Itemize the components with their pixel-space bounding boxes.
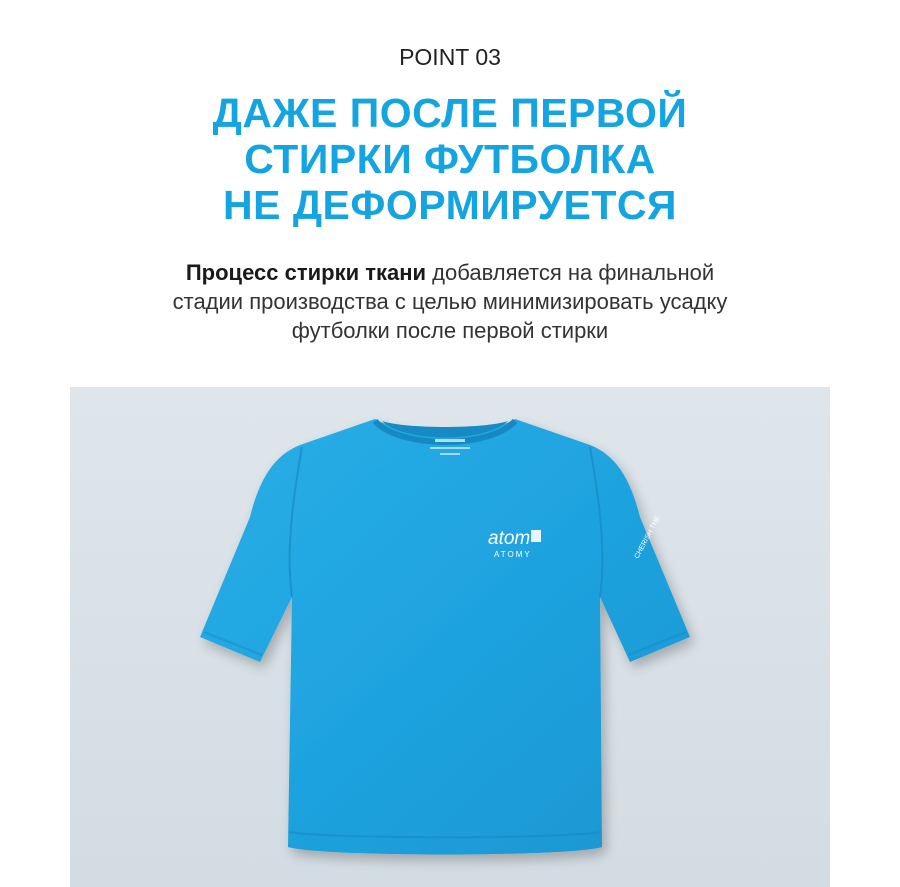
description-line-3: футболки после первой стирки	[291, 318, 609, 343]
description	[0, 258, 900, 345]
description-rest: добавляется на финальной	[426, 260, 715, 285]
chest-logo-text: atom	[488, 528, 531, 549]
headline-line-1: ДАЖЕ ПОСЛЕ ПЕРВОЙ	[212, 90, 688, 136]
chest-logo-subtext: ATOMY	[494, 550, 532, 559]
product-photo	[70, 387, 830, 887]
headline-line-3: НЕ ДЕФОРМИРУЕТСЯ	[223, 182, 677, 228]
description-bold: Процесс стирки ткани	[185, 260, 427, 285]
description-line-2: стадии производства с целью минимизировать усадку	[172, 289, 728, 314]
headline-line-2: СТИРКИ ФУТБОЛКА	[244, 136, 656, 182]
point-label: POINT 03	[399, 44, 501, 70]
tshirt-body	[200, 419, 690, 855]
headline	[0, 90, 900, 228]
description-line-1	[0, 258, 900, 287]
tshirt-photo-icon	[70, 387, 830, 887]
sleeve-text: CHERISH THE	[633, 514, 662, 560]
